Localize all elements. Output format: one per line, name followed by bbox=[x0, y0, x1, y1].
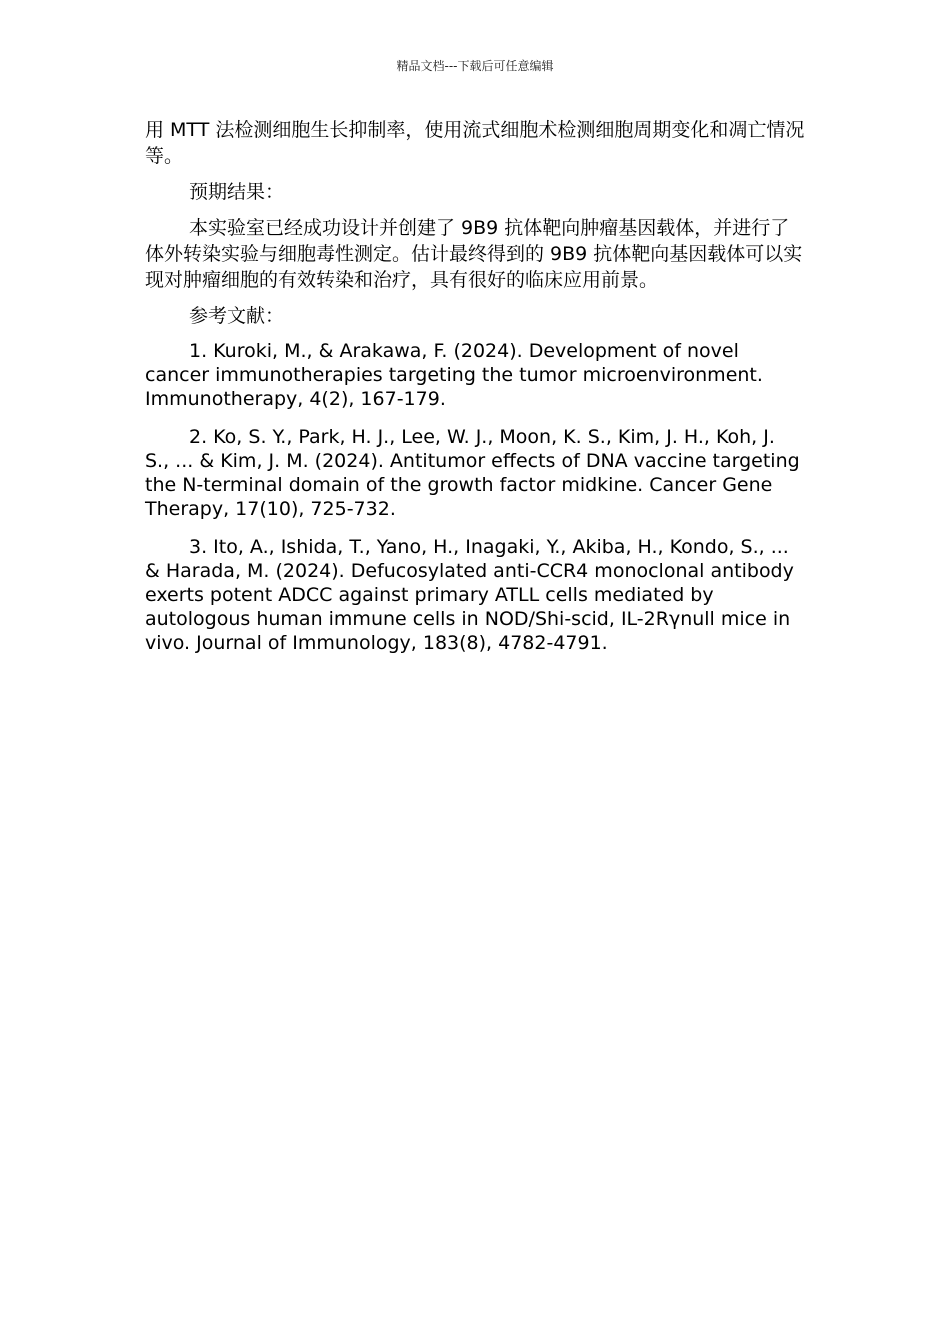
references-heading: 参考文献： bbox=[189, 305, 285, 327]
method-paragraph: 用 MTT 法检测细胞生长抑制率，使用流式细胞术检测细胞周期变化和凋亡情况等。 bbox=[145, 119, 805, 167]
expected-results-paragraph: 本实验室已经成功设计并创建了 9B9 抗体靶向肿瘤基因载体，并进行了体外转染实验与细胞毒性测定。估计最终得到的 9B9 抗体靶向基因载体可以实现对肿瘤细胞的有效转染和治疗，具有很好的临床应用前景。 bbox=[145, 217, 803, 291]
reference-item: 1. Kuroki, M., & Arakawa, F. (2024). Development of novel cancer immunotherapies targeting the tumor microenvironment. Immunotherapy, 4(2), 167-179. bbox=[145, 340, 763, 410]
document-body bbox=[145, 117, 805, 669]
page-header: 精品文档---下载后可任意编辑 bbox=[396, 59, 554, 73]
reference-item: 2. Ko, S. Y., Park, H. J., Lee, W. J., Moon, K. S., Kim, J. H., Koh, J. S., ... & Kim, J. M. (2024). Antitumor effects of DNA vaccine targeting the N-terminal domain of the growth factor midkine. Cancer Gene Therapy, 17(10), 725-732. bbox=[145, 426, 800, 520]
reference-item: 3. Ito, A., Ishida, T., Yano, H., Inagaki, Y., Akiba, H., Kondo, S., ... & Harada, M. (2024). Defucosylated anti-CCR4 monoclonal antibody exerts potent ADCC against primary ATLL cells mediated by autologous human immune cells in NOD/Shi-scid, IL-2Rγnull mice in vivo. Journal of Immunology, 183(8), 4782-4791. bbox=[145, 536, 794, 654]
expected-results-heading: 预期结果： bbox=[189, 181, 285, 203]
